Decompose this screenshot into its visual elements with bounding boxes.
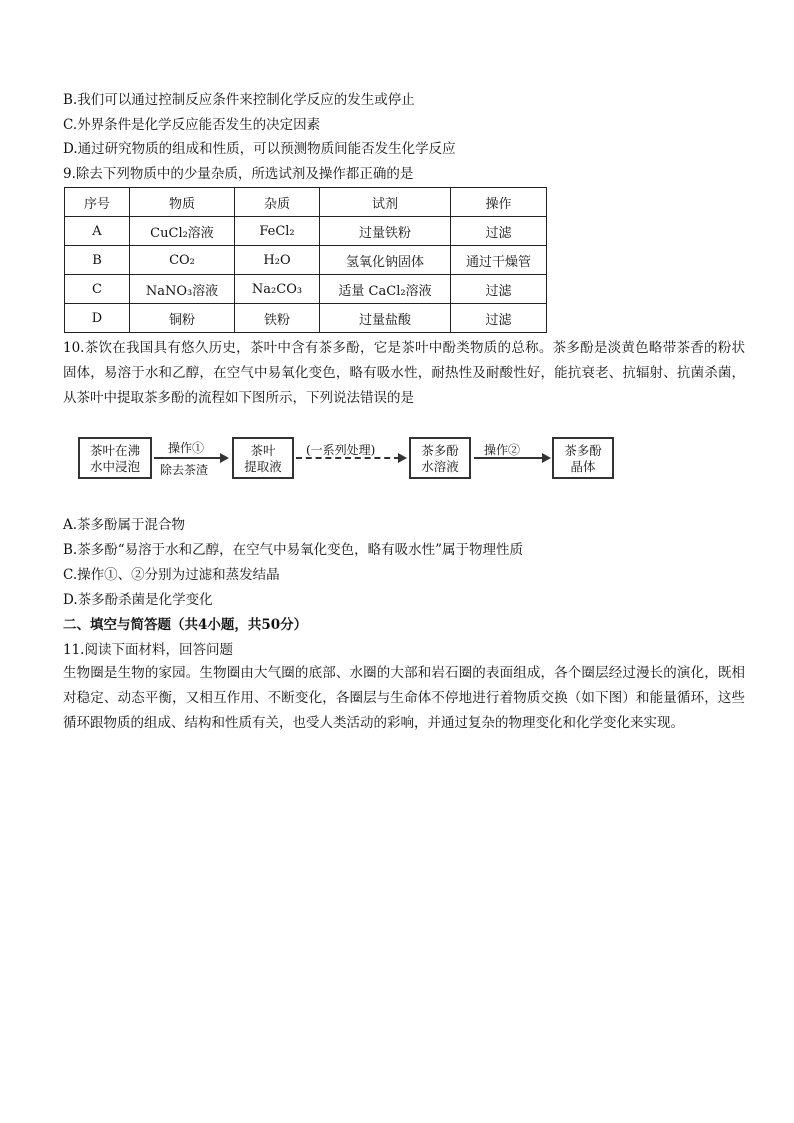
option-10b: B.茶多酚“易溶于水和乙醇，在空气中易氧化变色，略有吸水性”属于物理性质 [63,542,524,558]
option-8d: D.通过研究物质的组成和性质，可以预测物质间能否发生化学反应 [63,141,456,157]
table-cell: 铁粉 [235,304,320,333]
flow-box-solution-line2: 水溶液 [421,459,459,474]
table-cell: 过滤 [451,275,547,304]
table-cell: CuCl₂溶液 [130,217,235,246]
flow-box-solution [409,437,471,479]
table-cell: 过滤 [451,217,547,246]
flow-box-solution-line1: 茶多酚 [421,443,459,458]
option-8b: B.我们可以通过控制反应条件来控制化学反应的发生或停止 [63,92,415,108]
flow-op1-sub-label: 除去茶渣 [160,463,209,477]
table-cell: CO₂ [130,246,235,275]
flow-arrow-1 [154,457,222,459]
option-10c: C.操作①、②分别为过滤和蒸发结晶 [63,567,280,583]
table-cell: 氢氧化钠固体 [320,246,451,275]
flow-arrow-2 [296,457,400,459]
table-cell: NaNO₃溶液 [130,275,235,304]
flow-arrowhead-1 [220,453,229,463]
flow-box-extract-line2: 提取液 [244,459,282,474]
section-2-heading: 二、填空与简答题（共4小题，共50分） [63,617,308,633]
tea-polyphenol-flowchart [72,430,622,488]
header-impurity: 杂质 [235,188,320,217]
table-cell: C [65,275,130,304]
flow-arrow-3 [474,457,544,459]
table-cell: 通过干燥管 [451,246,547,275]
table-cell: 适量 CaCl₂溶液 [320,275,451,304]
flow-op2-label: (一系列处理) [306,443,376,457]
table-cell: 过量盐酸 [320,304,451,333]
question-11-passage: 生物圈是生物的家园。生物圈由大气圈的底部、水圈的大部和岩石圈的表面组成，各个圈层经过漫长的演化，既相对稳定、动态平衡，又相互作用、不断变化，各圈层与生命体不停地进行着物质交换（如下图）和能量循环，这些循环跟物质的组成、结构和性质有关，也受人类活动的彩响，并通过复杂的物理变化和化学变化来实现。 [63,665,745,731]
header-reagent: 试剂 [320,188,451,217]
question-10: 10.茶饮在我国具有悠久历史，茶叶中含有茶多酚，它是茶叶中酚类物质的总称。茶多酚是淡黄色略带茶香的粉状固体，易溶于水和乙醇，在空气中易氧化变色，略有吸水性，耐热性及耐酸性好，能抗衰老、抗辐射、抗菌杀菌，从茶叶中提取茶多酚的流程如下图所示，下列说法错误的是 [63,340,745,406]
flow-box-soak-line1: 茶叶在沸 [89,443,140,458]
header-operation: 操作 [451,188,547,217]
header-substance: 物质 [130,188,235,217]
flow-op3-label: 操作② [484,443,521,457]
option-10a: A.茶多酚属于混合物 [63,517,186,533]
flow-arrowhead-3 [542,453,551,463]
flow-box-crystal-line1: 茶多酚 [564,443,602,458]
table-row [65,304,547,333]
table-cell: A [65,217,130,246]
question-9: 9.除去下列物质中的少量杂质，所选试剂及操作都正确的是 [63,166,414,182]
table-cell: 过量铁粉 [320,217,451,246]
table-cell: FeCl₂ [235,217,320,246]
table-cell: B [65,246,130,275]
option-8c: C.外界条件是化学反应能否发生的决定因素 [63,117,321,133]
table-cell: H₂O [235,246,320,275]
table-row [65,246,547,275]
flow-box-extract-line1: 茶叶 [250,443,276,458]
header-index: 序号 [65,188,130,217]
flow-arrowhead-2 [398,453,407,463]
table-header-row [65,188,547,217]
option-10d: D.茶多酚杀菌是化学变化 [63,592,213,608]
table-cell: 铜粉 [130,304,235,333]
table-cell: Na₂CO₃ [235,275,320,304]
flow-box-extract [232,437,294,479]
purification-table [64,187,547,333]
flow-box-soak-line2: 水中浸泡 [89,459,140,474]
flow-box-soak [78,437,152,479]
flow-box-crystal [552,437,614,479]
table-cell: 过滤 [451,304,547,333]
table-row [65,275,547,304]
flow-op1-label: 操作① [168,441,205,455]
table-row [65,217,547,246]
flow-box-crystal-line2: 晶体 [570,459,596,474]
table-cell: D [65,304,130,333]
question-11: 11.阅读下面材料，回答问题 [63,642,233,658]
